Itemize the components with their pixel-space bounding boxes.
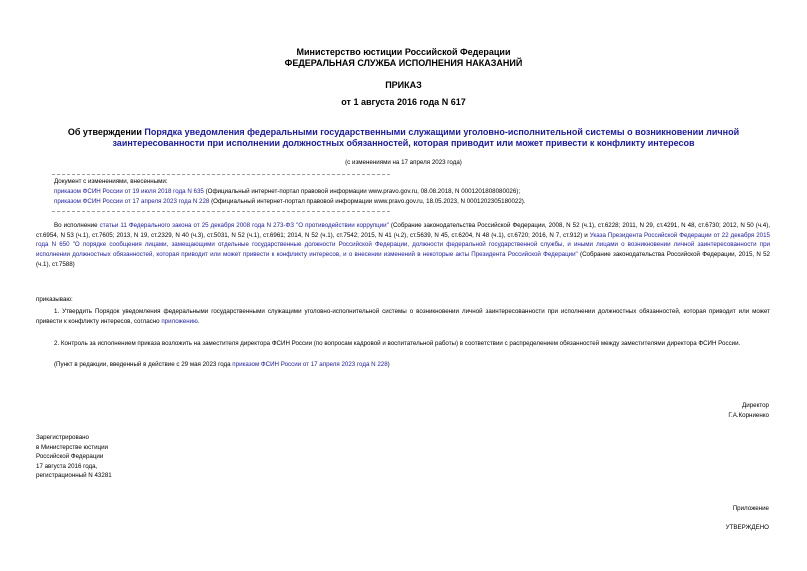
preamble-paragraph: Во исполнение статьи 11 Федерального закона от 25 декабря 2008 года N 273-ФЗ "О противодействии коррупции" (Собрание законодательства Российской Федерации, 2008, N 52 (ч.1), ст.6228; 2011, N 29, ст.4291, N 48, ст.6730; 2012, N 50 (ч.4), ст.6954, N 53 (ч.1), ст.7605; 2013, N 19, ст.2329, N 40 (ч.3), ст.5031, N 52 (ч.1), ст.6961; 2014, N 52 (ч.1), ст.7542; 2015, N 41 (ч.2), ст.5639, N 45, ст.6204, N 48 (ч.1), ст.6720; 2016, N 7, ст.912) и Указа Президента Российской Федерации от 22 декабря 2015 года N 650 "О порядке сообщения лицами, замещающими отдельные государственные должности Российской Федерации, должности федеральной государственной службы, и иными лицами о возникновении личной заинтересованности при исполнении должностных обязанностей, которая приводит или может привести к конфликту интересов, и о внесении изменений в некоторые акты Президента Российской Федерации" (Собрание законодательства Российской Федерации, 2015, N 52 (ч.1), ст.7588) [36, 222, 771, 268]
order-word: приказываю: [36, 296, 73, 303]
title-link-part2[interactable]: заинтересованности при исполнении должностных обязанностей, которая приводит или может привести к конфликту интересов [112, 138, 695, 148]
signature-name: Г.А.Корниенко [728, 412, 769, 419]
service-name: ФЕДЕРАЛЬНАЯ СЛУЖБА ИСПОЛНЕНИЯ НАКАЗАНИЙ [284, 58, 523, 68]
change-item: приказом ФСИН России от 17 апреля 2023 года N 228 (Официальный интернет-портал правовой информации www.pravo.gov.ru, 18.05.2023, N 0001202305180022). [54, 198, 526, 205]
paragraph-1: 1. Утвердить Порядок уведомления федеральными государственными служащими уголовно-исполнительной системы о возникновении личной заинтересованности при исполнении должностных обязанностей, которая приводит или может привести к конфликту интересов, согласно приложению. [36, 308, 770, 325]
appendix-label: Приложение [732, 505, 769, 512]
document-title-line2 [0, 138, 807, 148]
signature-position: Директор [742, 402, 769, 409]
title-prefix: Об утверждении [67, 127, 145, 137]
paragraph-2-note: (Пункт в редакции, введенный в действие с 29 мая 2023 года приказом ФСИН России от 17 апреля 2023 года N 228) [54, 361, 390, 368]
registration-line: Зарегистрировано [36, 434, 89, 441]
changes-top-divider [52, 174, 390, 175]
registration-line: 17 августа 2016 года, [36, 462, 98, 470]
ministry-name: Министерство юстиции Российской Федерации [296, 47, 511, 57]
registration-block [36, 433, 112, 481]
document-date-number: от 1 августа 2016 года N 617 [341, 97, 466, 107]
change-link[interactable]: приказом ФСИН России от 17 апреля 2023 года N 228 [54, 198, 210, 205]
revision-note: (с изменениями на 17 апреля 2023 года) [345, 159, 462, 166]
registration-line: Российской Федерации [36, 453, 104, 461]
document-title-line1 [0, 127, 807, 137]
document-type: ПРИКАЗ [385, 80, 422, 90]
paragraph-2: 2. Контроль за исполнением приказа возложить на заместителя директора ФСИН России (по вопросам кадровой и воспитательной работы) в соответствии с распределением обязанностей между заместителями директора ФСИН России. [54, 340, 741, 347]
registration-line: регистрационный N 43281 [36, 472, 112, 480]
approved-label: УТВЕРЖДЕНО [725, 524, 769, 531]
registration-line: в Министерстве юстиции [36, 443, 109, 451]
law-link[interactable]: статьи 11 Федерального закона от 25 декабря 2008 года N 273-ФЗ "О противодействии коррупции" [99, 222, 389, 229]
changes-bottom-divider [52, 211, 390, 212]
appendix-link[interactable]: приложению [161, 317, 198, 325]
amendment-link[interactable]: приказом ФСИН России от 17 апреля 2023 года N 228 [232, 361, 388, 368]
changes-label: Документ с изменениями, внесенными: [54, 178, 168, 185]
decree-link[interactable]: Указа Президента Российской Федерации от 22 декабря 2015 года N 650 "О порядке сообщения лицами, замещающими отдельные государственные должности Российской Федерации, должности федеральной государственной службы, и иными лицами о возникновении личной заинтересованности при исполнении должностных обязанностей, которая приводит или может привести к конфликту интересов, и о внесении изменений в некоторые акты Президента Российской Федерации" [36, 231, 770, 259]
title-link-part1[interactable]: Порядка уведомления федеральными государственными служащими уголовно-исполнительной системы о возникновении личной [144, 127, 740, 137]
change-link[interactable]: приказом ФСИН России от 19 июля 2018 года N 635 [54, 188, 204, 195]
change-item: приказом ФСИН России от 19 июля 2018 года N 635 (Официальный интернет-портал правовой информации www.pravo.gov.ru, 08.08.2018, N 0001201808080026); [54, 188, 521, 195]
